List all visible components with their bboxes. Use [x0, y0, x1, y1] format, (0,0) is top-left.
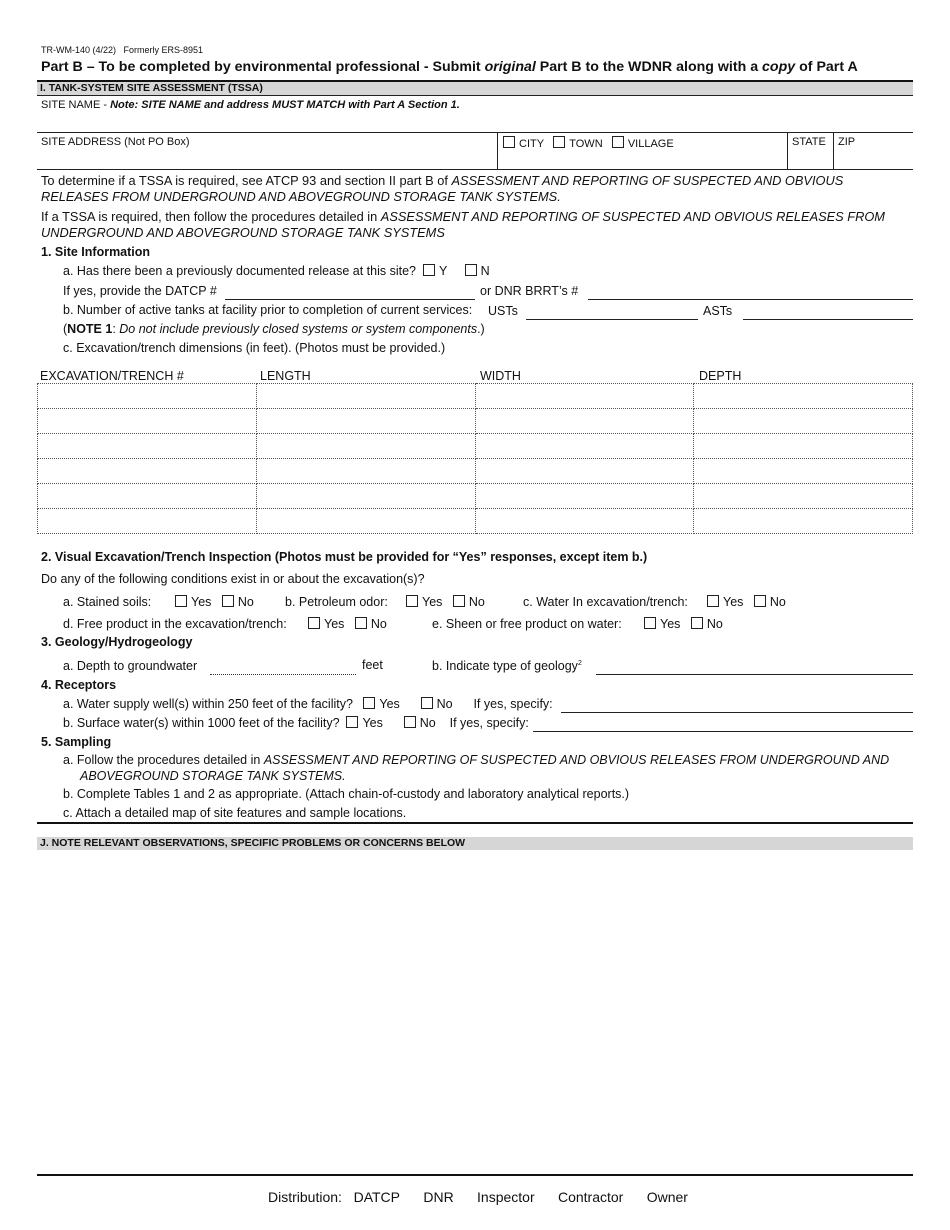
s5-a-text: a. Follow the procedures detailed in — [63, 753, 264, 767]
yes-label: Yes — [362, 716, 383, 730]
formerly: Formerly ERS-8951 — [123, 45, 204, 55]
yes-label: Yes — [422, 595, 443, 609]
sheen-no-checkbox[interactable] — [691, 617, 703, 629]
s1-a — [63, 264, 490, 278]
note-open: ( — [63, 322, 68, 336]
width-cell[interactable] — [475, 384, 694, 409]
length-cell[interactable] — [256, 484, 475, 509]
intro-paragraph-2 — [41, 209, 913, 240]
no-label: No — [237, 595, 254, 609]
site-name-field[interactable] — [41, 99, 460, 111]
release-yes-label: Y — [438, 264, 448, 278]
water-no-checkbox[interactable] — [754, 595, 766, 607]
depth-cell[interactable] — [694, 509, 913, 534]
s4-b — [63, 716, 529, 730]
form-id-line — [41, 45, 203, 55]
free-product-options — [308, 617, 387, 631]
excavation-cell[interactable] — [38, 434, 257, 459]
s2-e-label: e. Sheen or free product on water: — [432, 617, 622, 631]
s4-b-text: b. Surface water(s) within 1000 feet of the facility? — [63, 716, 340, 730]
width-cell[interactable] — [475, 509, 694, 534]
s5-a — [63, 753, 889, 784]
sheen-yes-checkbox[interactable] — [644, 617, 656, 629]
observations-area[interactable] — [37, 851, 913, 1171]
yes-label: Yes — [723, 595, 744, 609]
water-options — [707, 595, 786, 609]
odor-no-checkbox[interactable] — [453, 595, 465, 607]
distribution-item: DNR — [423, 1189, 454, 1205]
distribution-item: Inspector — [477, 1189, 535, 1205]
sheen-options — [644, 617, 723, 631]
geology-type-input[interactable] — [596, 674, 913, 675]
surface-water-yes-checkbox[interactable] — [346, 716, 358, 728]
groundwater-depth-input[interactable] — [210, 674, 356, 675]
s3-b-label: b. Indicate type of geology — [432, 659, 578, 673]
city-label: CITY — [519, 138, 545, 150]
section-j-header: J. NOTE RELEVANT OBSERVATIONS, SPECIFIC PROBLEMS OR CONCERNS BELOW — [37, 837, 913, 850]
distribution-label: Distribution: — [268, 1189, 342, 1205]
stained-no-checkbox[interactable] — [222, 595, 234, 607]
s4-a — [63, 697, 553, 711]
table-row — [38, 509, 913, 534]
odor-yes-checkbox[interactable] — [406, 595, 418, 607]
depth-cell[interactable] — [694, 459, 913, 484]
state-field[interactable]: STATE — [792, 136, 826, 148]
depth-cell[interactable] — [694, 434, 913, 459]
s5-b-text: b. Complete Tables 1 and 2 as appropriate. (Attach chain-of-custody and laboratory analytical reports.) — [63, 787, 630, 801]
surface-water-specify-input[interactable] — [533, 731, 913, 732]
s5-a-ref-1: ASSESSMENT AND REPORTING OF SUSPECTED AND OBVIOUS RELEASES FROM UNDERGROUND AND — [263, 753, 890, 767]
specify-label: If yes, specify: — [473, 697, 553, 711]
dnr-brrt-input[interactable] — [588, 299, 913, 300]
section-5-title: 5. Sampling — [41, 735, 112, 749]
table-row — [38, 459, 913, 484]
section-4-title: 4. Receptors — [41, 678, 117, 692]
s2-d-label: d. Free product in the excavation/trench: — [63, 617, 287, 631]
city-checkbox[interactable] — [503, 136, 515, 148]
yes-label: Yes — [379, 697, 400, 711]
width-cell[interactable] — [475, 409, 694, 434]
s1-c-text: c. Excavation/trench dimensions (in feet). (Photos must be provided.) — [63, 341, 446, 355]
intro-p1-text: To determine if a TSSA is required, see ATCP 93 and section II part B of — [41, 173, 452, 188]
s4-a-text: a. Water supply well(s) within 250 feet of the facility? — [63, 697, 353, 711]
note-close: .) — [477, 322, 485, 336]
dnr-label: or DNR BRRT’s # — [480, 284, 579, 298]
col-header-length: LENGTH — [260, 369, 311, 383]
asts-label: ASTs — [703, 304, 733, 318]
town-label: TOWN — [569, 138, 603, 150]
yes-label: Yes — [324, 617, 345, 631]
form-id: TR-WM-140 (4/22) — [41, 45, 117, 55]
no-label: No — [468, 595, 485, 609]
note-colon: : — [112, 322, 120, 336]
village-checkbox[interactable] — [612, 136, 624, 148]
divider — [37, 132, 913, 133]
s2-question: Do any of the following conditions exist in or about the excavation(s)? — [41, 572, 425, 586]
free-product-no-checkbox[interactable] — [355, 617, 367, 629]
depth-cell[interactable] — [694, 384, 913, 409]
s3-b — [432, 659, 582, 673]
well-specify-input[interactable] — [561, 712, 913, 713]
site-address-field[interactable]: SITE ADDRESS (Not PO Box) — [41, 136, 190, 148]
divider — [37, 822, 913, 824]
specify-label: If yes, specify: — [449, 716, 529, 730]
intro-p2-ref: ASSESSMENT AND REPORTING OF SUSPECTED AND OBVIOUS RELEASES FROM UNDERGROUND AND ABOVEGROUND STORAGE TANK SYSTEMS — [41, 209, 885, 240]
release-no-checkbox[interactable] — [465, 264, 477, 276]
note-label: NOTE 1 — [67, 322, 113, 336]
release-no-label: N — [480, 264, 490, 278]
title-mid: Part B to the WDNR along with a — [535, 59, 763, 75]
water-yes-checkbox[interactable] — [707, 595, 719, 607]
datcp-number-input[interactable] — [225, 299, 475, 300]
distribution-list — [268, 1189, 688, 1205]
depth-cell[interactable] — [694, 484, 913, 509]
table-row — [38, 434, 913, 459]
page-title — [41, 59, 858, 75]
no-label: No — [436, 697, 453, 711]
title-copy: copy — [762, 59, 796, 75]
distribution-item: Contractor — [557, 1189, 624, 1205]
table-row — [38, 484, 913, 509]
section-i-header: I. TANK-SYSTEM SITE ASSESSMENT (TSSA) — [37, 82, 913, 95]
table-row — [38, 384, 913, 409]
s3-a-label: a. Depth to groundwater — [63, 659, 198, 673]
no-label: No — [370, 617, 387, 631]
municipality-type — [503, 136, 674, 150]
divider — [787, 132, 788, 169]
distribution-item: Owner — [646, 1189, 688, 1205]
divider — [833, 132, 834, 169]
feet-label: feet — [362, 658, 383, 672]
s5-c-text: c. Attach a detailed map of site features and sample locations. — [63, 806, 407, 820]
length-cell[interactable] — [256, 384, 475, 409]
length-cell[interactable] — [256, 409, 475, 434]
s2-b-label: b. Petroleum odor: — [285, 595, 388, 609]
yes-label: Yes — [660, 617, 681, 631]
col-header-excavation: EXCAVATION/TRENCH # — [40, 369, 184, 383]
width-cell[interactable] — [475, 434, 694, 459]
datcp-label: If yes, provide the DATCP # — [63, 284, 217, 298]
length-cell[interactable] — [256, 509, 475, 534]
section-1-title: 1. Site Information — [41, 245, 151, 259]
zip-field[interactable]: ZIP — [838, 136, 856, 148]
excavation-table — [37, 383, 913, 534]
village-label: VILLAGE — [627, 138, 674, 150]
asts-input[interactable] — [743, 319, 913, 320]
section-2-title: 2. Visual Excavation/Trench Inspection (Photos must be provided for “Yes” responses, except item b.) — [41, 550, 648, 564]
free-product-yes-checkbox[interactable] — [308, 617, 320, 629]
length-cell[interactable] — [256, 459, 475, 484]
usts-input[interactable] — [526, 319, 698, 320]
usts-label: USTs — [488, 304, 518, 318]
petroleum-odor-options — [406, 595, 485, 609]
depth-cell[interactable] — [694, 409, 913, 434]
well-yes-checkbox[interactable] — [363, 697, 375, 709]
title-part: Part B – To be completed by environmental professional - Submit — [41, 59, 485, 75]
no-label: No — [706, 617, 723, 631]
s2-a-label: a. Stained soils: — [63, 595, 152, 609]
divider — [497, 132, 498, 169]
title-original: original — [484, 59, 536, 75]
town-checkbox[interactable] — [553, 136, 565, 148]
distribution-item: DATCP — [353, 1189, 401, 1205]
stained-soils-options — [175, 595, 254, 609]
site-name-note: Note: SITE NAME and address MUST MATCH with Part A Section 1. — [110, 99, 460, 111]
col-header-width: WIDTH — [480, 369, 521, 383]
length-cell[interactable] — [256, 434, 475, 459]
excavation-cell[interactable] — [38, 509, 257, 534]
no-label: No — [419, 716, 436, 730]
intro-p1-ref: ASSESSMENT AND REPORTING OF SUSPECTED AND OBVIOUS RELEASES FROM UNDERGROUND AND ABOVEGROUND STORAGE TANK SYSTEMS. — [41, 173, 844, 204]
s5-a-ref-2: ABOVEGROUND STORAGE TANK SYSTEMS. — [80, 768, 346, 783]
stained-yes-checkbox[interactable] — [175, 595, 187, 607]
yes-label: Yes — [191, 595, 212, 609]
release-yes-checkbox[interactable] — [423, 264, 435, 276]
excavation-cell[interactable] — [38, 384, 257, 409]
divider — [37, 95, 913, 96]
width-cell[interactable] — [475, 484, 694, 509]
excavation-cell[interactable] — [38, 484, 257, 509]
title-end: of Part A — [795, 59, 858, 75]
divider — [37, 1174, 913, 1176]
col-header-depth: DEPTH — [699, 369, 742, 383]
s1-b-text: b. Number of active tanks at facility prior to completion of current services: — [63, 303, 473, 317]
note-1 — [63, 322, 485, 336]
excavation-cell[interactable] — [38, 409, 257, 434]
footnote-ref: 2 — [577, 659, 582, 667]
no-label: No — [769, 595, 786, 609]
excavation-cell[interactable] — [38, 459, 257, 484]
site-name-label: SITE NAME - — [41, 99, 111, 111]
s2-c-label: c. Water In excavation/trench: — [523, 595, 688, 609]
width-cell[interactable] — [475, 459, 694, 484]
divider — [37, 169, 913, 170]
intro-p2-text: If a TSSA is required, then follow the procedures detailed in — [41, 209, 381, 224]
surface-water-no-checkbox[interactable] — [404, 716, 416, 728]
s1-a-text: a. Has there been a previously documented release at this site? — [63, 264, 416, 278]
section-3-title: 3. Geology/Hydrogeology — [41, 635, 193, 649]
intro-paragraph-1 — [41, 173, 913, 204]
note-text: Do not include previously closed systems or system components — [119, 322, 478, 336]
table-row — [38, 409, 913, 434]
well-no-checkbox[interactable] — [421, 697, 433, 709]
